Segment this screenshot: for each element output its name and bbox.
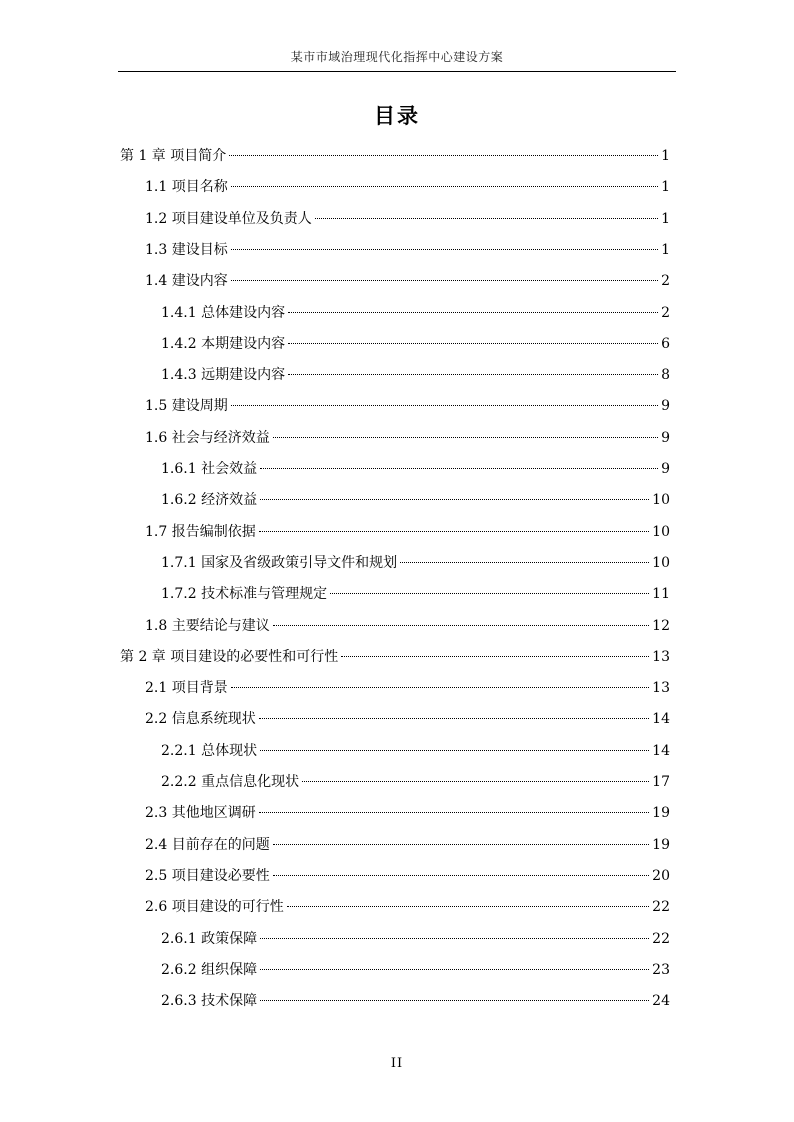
toc-entry-label: 2.2 信息系统现状 [145,711,256,727]
page-number: II [390,1056,404,1071]
toc-entry-label: 1.4 建设内容 [145,273,228,289]
toc-dot-leader [288,374,658,375]
toc-entry-label: 2.4 目前存在的问题 [145,837,270,853]
toc-entry-label: 2.2.2 重点信息化现状 [161,774,300,790]
toc-entry-label: 2.2.1 总体现状 [161,743,258,759]
toc-entry-page: 13 [652,680,670,696]
toc-entry-page: 14 [652,711,670,727]
toc-entry-label: 2.6.1 政策保障 [161,931,258,947]
toc-entry[interactable] [161,302,670,324]
toc-entry-label: 1.4.3 远期建设内容 [161,367,286,383]
toc-entry[interactable] [161,583,670,605]
toc-entry[interactable] [145,708,670,730]
toc-entry-page: 9 [661,430,670,446]
toc-dot-leader [231,280,658,281]
header-rule [118,71,676,72]
toc-entry-page: 2 [661,273,670,289]
toc-entry[interactable] [161,489,670,511]
toc-entry[interactable] [145,615,670,637]
toc-entry-label: 1.1 项目名称 [145,179,228,195]
toc-dot-leader [260,969,649,970]
toc-dot-leader [260,938,649,939]
toc-entry-page: 1 [661,242,670,258]
toc-entry-label: 第 2 章 项目建设的必要性和可行性 [120,649,339,665]
toc-entry[interactable] [145,865,670,887]
toc-entry-page: 19 [652,805,670,821]
toc-entry-page: 1 [661,179,670,195]
toc-dot-leader [287,906,649,907]
toc-entry-page: 22 [652,931,670,947]
toc-entry[interactable] [145,427,670,449]
toc-entry[interactable] [161,990,670,1012]
toc-entry-page: 10 [652,492,670,508]
toc-entry[interactable] [145,834,670,856]
toc-entry[interactable] [145,677,670,699]
toc-entry-page: 19 [652,837,670,853]
toc-dot-leader [288,312,658,313]
toc-entry-label: 1.3 建设目标 [145,242,228,258]
toc-entry-label: 1.4.2 本期建设内容 [161,336,286,352]
toc-title: 目录 [374,104,420,128]
toc-dot-leader [260,468,658,469]
toc-entry-label: 1.7.1 国家及省级政策引导文件和规划 [161,555,398,571]
toc-entry-label: 2.6.2 组织保障 [161,962,258,978]
toc-dot-leader [229,155,658,156]
toc-entry[interactable] [145,176,670,198]
toc-dot-leader [341,656,649,657]
toc-entry[interactable] [145,395,670,417]
toc-entry-page: 13 [652,649,670,665]
toc-entry-page: 17 [652,774,670,790]
toc-dot-leader [288,343,658,344]
toc-entry-page: 1 [661,148,670,164]
toc-dot-leader [260,1000,649,1001]
toc-entry-page: 8 [661,367,670,383]
toc-entry[interactable] [161,552,670,574]
toc-entry[interactable] [145,802,670,824]
toc-entry-label: 2.3 其他地区调研 [145,805,256,821]
toc-dot-leader [259,812,649,813]
toc-entry-page: 22 [652,899,670,915]
toc-entry-page: 2 [661,305,670,321]
toc-entry-page: 10 [652,555,670,571]
toc-dot-leader [259,718,649,719]
toc-entry-label: 1.7 报告编制依据 [145,524,256,540]
toc-dot-leader [231,186,658,187]
toc-entry[interactable] [161,333,670,355]
toc-entry-page: 10 [652,524,670,540]
toc-entry[interactable] [145,270,670,292]
toc-entry-label: 1.8 主要结论与建议 [145,618,270,634]
toc-entry-page: 23 [652,962,670,978]
toc-entry-label: 2.6.3 技术保障 [161,993,258,1009]
toc-entry-page: 12 [652,618,670,634]
toc-entry[interactable] [145,521,670,543]
toc-dot-leader [273,875,649,876]
toc-entry[interactable] [120,145,670,167]
toc-dot-leader [400,562,649,563]
toc-entry[interactable] [120,646,670,668]
toc-entry[interactable] [161,458,670,480]
toc-entry-label: 2.6 项目建设的可行性 [145,899,284,915]
running-header: 某市市域治理现代化指挥中心建设方案 [290,50,504,64]
toc-entry[interactable] [145,896,670,918]
toc-entry-label: 1.5 建设周期 [145,398,228,414]
toc-entry-label: 2.5 项目建设必要性 [145,868,270,884]
toc-dot-leader [315,218,658,219]
toc-dot-leader [260,499,649,500]
toc-entry[interactable] [161,959,670,981]
toc-dot-leader [260,750,649,751]
toc-entry[interactable] [145,239,670,261]
toc-entry-label: 1.4.1 总体建设内容 [161,305,286,321]
toc-entry-page: 1 [661,211,670,227]
toc-dot-leader [231,249,658,250]
toc-entry-page: 11 [652,586,670,602]
toc-entry-page: 20 [652,868,670,884]
toc-entry-label: 1.7.2 技术标准与管理规定 [161,586,328,602]
toc-dot-leader [273,844,649,845]
toc-dot-leader [231,405,658,406]
toc-entry[interactable] [161,364,670,386]
toc-entry-label: 1.2 项目建设单位及负责人 [145,211,312,227]
toc-entry-page: 9 [661,398,670,414]
toc-dot-leader [302,781,649,782]
toc-dot-leader [259,531,649,532]
toc-entry-label: 2.1 项目背景 [145,680,228,696]
toc-entry-label: 1.6.1 社会效益 [161,461,258,477]
toc-entry-label: 1.6.2 经济效益 [161,492,258,508]
toc-entry-page: 6 [661,336,670,352]
toc-entry[interactable] [161,771,670,793]
toc-entry-page: 9 [661,461,670,477]
toc-entry-label: 1.6 社会与经济效益 [145,430,270,446]
toc-dot-leader [273,437,658,438]
toc-entry-label: 第 1 章 项目简介 [120,148,227,164]
toc-entry-page: 24 [652,993,670,1009]
toc-dot-leader [231,687,649,688]
toc-entry[interactable] [161,928,670,950]
toc-entry[interactable] [161,740,670,762]
toc-entry-page: 14 [652,743,670,759]
toc-dot-leader [330,593,649,594]
toc-dot-leader [273,625,649,626]
toc-entry[interactable] [145,208,670,230]
